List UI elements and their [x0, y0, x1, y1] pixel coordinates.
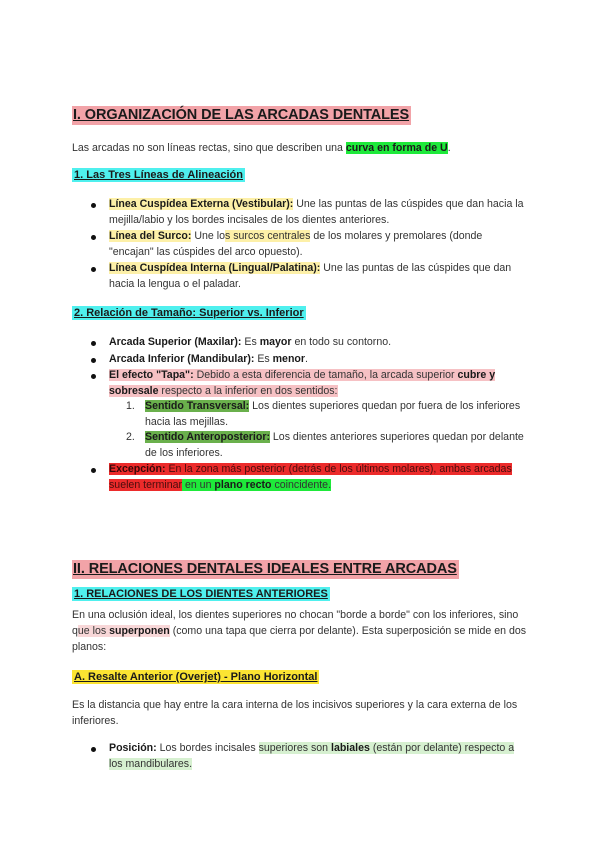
highlight-curva: curva en forma de U — [345, 142, 448, 154]
position-list — [72, 741, 528, 773]
item-bold: cubre y sobresale — [109, 369, 496, 397]
list-item — [72, 197, 528, 228]
alignment-lines-list — [72, 197, 528, 293]
item-number: 2. — [126, 431, 135, 443]
item-text: Une lo — [191, 230, 225, 242]
intro-text: (como una tapa que cierra por delante). Esta superposición se mide en dos planos: — [72, 625, 527, 653]
item-text: Los dientes anteriores superiores quedan por delante de los inferiores. — [145, 431, 524, 459]
list-item — [72, 335, 528, 351]
intro-text: En una oclusión ideal, los dientes superiores no chocan "borde a borde" con los inferiores, sino q — [72, 609, 519, 637]
size-relation-list — [72, 335, 528, 494]
item-text: Une las puntas de las cúspides que dan hacia la mejilla/labio y los bordes incisales de los dientes anteriores. — [109, 198, 524, 226]
item-text: Es — [254, 352, 273, 365]
section-2-heading: II. RELACIONES DENTALES IDEALES ENTRE ARCADAS — [73, 561, 457, 577]
bullet-icon — [91, 235, 96, 240]
subsection-2-1-heading: 1. RELACIONES DE LOS DIENTES ANTERIORES — [74, 588, 328, 600]
bullet-icon — [91, 203, 96, 208]
sub-list — [109, 399, 528, 461]
highlight-plano — [182, 479, 331, 491]
item-text: coincidente. — [271, 478, 332, 491]
list-item — [72, 261, 528, 292]
highlight-superponen: ue los superponen — [77, 625, 170, 637]
item-label: Sentido Transversal: — [145, 400, 250, 412]
item-text: de los molares y premolares (donde "encajan" las cúspides del arco opuesto). — [109, 230, 483, 258]
list-item — [72, 352, 528, 368]
section-2-intro — [72, 607, 528, 655]
item-text: Une las puntas de las cúspides que dan hacia la lengua o el paladar. — [109, 262, 512, 290]
item-text: . — [305, 352, 308, 365]
item-text: en todo su contorno. — [291, 336, 392, 348]
list-item — [72, 741, 528, 772]
list-item — [72, 229, 528, 260]
subsection-a-heading: A. Resalte Anterior (Overjet) - Plano Horizontal — [74, 671, 318, 683]
item-bold: plano recto — [214, 478, 272, 491]
bullet-icon — [91, 468, 96, 473]
highlight-tapa — [109, 369, 495, 397]
highlight-labiales: superiores son labiales (están por delante) respecto a los mandibulares. — [109, 742, 515, 770]
section-1-intro — [72, 140, 528, 156]
item-text: respecto a la inferior en dos sentidos: — [158, 384, 338, 397]
item-label: Línea Cuspídea Interna (Lingual/Palatina): — [109, 262, 321, 274]
sub-list-item — [109, 430, 528, 461]
intro-text: Las arcadas no son líneas rectas, sino que describen una — [72, 142, 346, 154]
item-bold: mayor — [259, 336, 292, 348]
item-label: Excepción: — [109, 463, 166, 475]
item-text: Los dientes superiores quedan por fuera de los inferiores hacia las mejillas. — [145, 400, 521, 428]
list-item — [72, 368, 528, 461]
subsection-1-2-heading: 2. Relación de Tamaño: Superior vs. Inferior — [74, 307, 304, 319]
item-text: Debido a esta diferencia de tamaño, la arcada superior — [193, 369, 458, 381]
bullet-icon — [91, 747, 96, 752]
item-text: Es — [241, 336, 260, 348]
item-text: En la zona más posterior (detrás de los últimos molares), ambas arcadas suelen terminar — [109, 463, 512, 491]
item-number: 1. — [126, 400, 135, 412]
highlight-surcos: s surcos centrales — [225, 230, 311, 242]
item-bold: menor — [272, 352, 306, 365]
item-label: El efecto "Tapa": — [109, 369, 194, 381]
list-item — [72, 462, 528, 493]
item-label: Arcada Superior (Maxilar): — [109, 336, 242, 348]
sub-list-item — [109, 399, 528, 430]
bullet-icon — [91, 341, 96, 346]
bullet-icon — [91, 374, 96, 379]
item-label: Línea del Surco: — [109, 230, 192, 242]
bullet-icon — [91, 267, 96, 272]
subsection-1-1-heading: 1. Las Tres Líneas de Alineación — [74, 169, 243, 181]
item-text: en un — [182, 478, 215, 491]
subsection-a-text: Es la distancia que hay entre la cara interna de los incisivos superiores y la cara externa de los inferiores. — [72, 699, 518, 727]
bullet-icon — [91, 358, 96, 363]
intro-end: . — [447, 142, 451, 154]
item-text: Los bordes incisales — [156, 742, 259, 754]
item-label: Sentido Anteroposterior: — [145, 431, 270, 443]
item-label: Arcada Inferior (Mandibular): — [109, 352, 255, 365]
item-label: Posición: — [109, 742, 157, 754]
section-1-heading: I. ORGANIZACIÓN DE LAS ARCADAS DENTALES — [73, 107, 410, 123]
item-label: Línea Cuspídea Externa (Vestibular): — [109, 198, 294, 210]
